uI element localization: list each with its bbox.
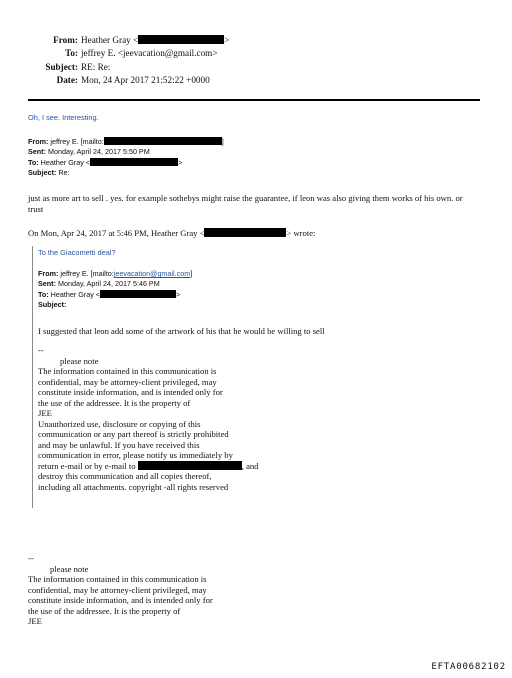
- email-header: [18, 34, 298, 87]
- wrote-line: On Mon, Apr 24, 2017 at 5:46 PM, Heather Gray < > wrote:: [28, 228, 316, 238]
- redaction-block: [90, 158, 178, 166]
- redaction-block: [100, 290, 176, 298]
- header-date-value: Mon, 24 Apr 2017 21:52:22 +0000: [81, 74, 210, 85]
- signature-dash: --: [38, 345, 44, 356]
- header-from-row: [18, 34, 298, 47]
- quote-sent-row: Sent: Monday, April 24, 2017 5:46 PM: [38, 279, 160, 289]
- redaction-block: [204, 228, 286, 237]
- header-divider: [28, 99, 480, 101]
- header-date-row: [18, 74, 298, 87]
- forwarded-header-1: [28, 137, 224, 179]
- header-subject-row: [18, 61, 298, 74]
- forward1-subject-row: Subject: Re:: [28, 168, 70, 178]
- header-from-value: Heather Gray < >: [81, 35, 230, 45]
- quoted-message: [32, 246, 488, 508]
- message-body-1: just as more art to sell . yes. for example sothebys might raise the guarantee, if leon was also giving them works of his own. or trust: [28, 193, 463, 214]
- header-subject-label: Subject:: [45, 61, 78, 72]
- forward1-sent-row: Sent: Monday, April 24, 2017 5:50 PM: [28, 147, 150, 157]
- quoted-reply-text: To the Giacometti deal?: [38, 248, 116, 257]
- redaction-block: [138, 461, 242, 470]
- quote-to-row: To: Heather Gray < >: [38, 289, 181, 299]
- signature-block-2: -- please note The information contained in this communication is confidential, may be attorney-client privileged, may constitute inside information, and is intended only for the use of the addressee. It is the property of JEE: [28, 553, 308, 627]
- signature-block-1: -- please note The information contained in this communication is confidential, may be attorney-client privileged, may constitute inside information, and is intended only for the use of the addressee. It is the property of JEE Unauthorized use, disclosure or copying of this communication or any part thereof is strictly prohibited and may be unlawful. If you have received this communication in error, please notify us immediately by return e-mail or by e-mail to , and destroy this communication and all copies thereof, including all attachments. copyright -all rights reserved: [38, 345, 308, 492]
- header-to-label: To:: [65, 48, 78, 59]
- forwarded-header-2: [38, 269, 488, 311]
- header-to-value: jeffrey E. <jeevacation@gmail.com>: [81, 48, 218, 59]
- quote-from-row: From: jeffrey E. [mailto:jeevacation@gmail.com]: [38, 269, 193, 278]
- forward1-from-row: From: jeffrey E. [mailto: ]: [28, 137, 224, 146]
- redaction-block: [104, 137, 222, 145]
- header-to-row: [18, 47, 298, 60]
- email-link[interactable]: jeevacation@gmail.com: [113, 269, 191, 278]
- document-id: EFTA00682102: [431, 662, 506, 672]
- forward1-to-row: To: Heather Gray < >: [28, 157, 183, 167]
- redaction-block: [138, 35, 224, 44]
- header-subject-value: RE: Re:: [81, 61, 111, 72]
- signature-dash: --: [28, 553, 34, 563]
- reply-text: Oh, I see. Interesting.: [28, 113, 99, 122]
- header-from-label: From:: [53, 35, 78, 45]
- header-date-label: Date:: [56, 74, 78, 85]
- signature-note: please note: [60, 355, 99, 366]
- quoted-body: I suggested that leon add some of the artwork of his that he would be willing to sell: [38, 325, 325, 336]
- signature-note: please note: [50, 563, 89, 574]
- quote-subject-row: Subject:: [38, 300, 67, 310]
